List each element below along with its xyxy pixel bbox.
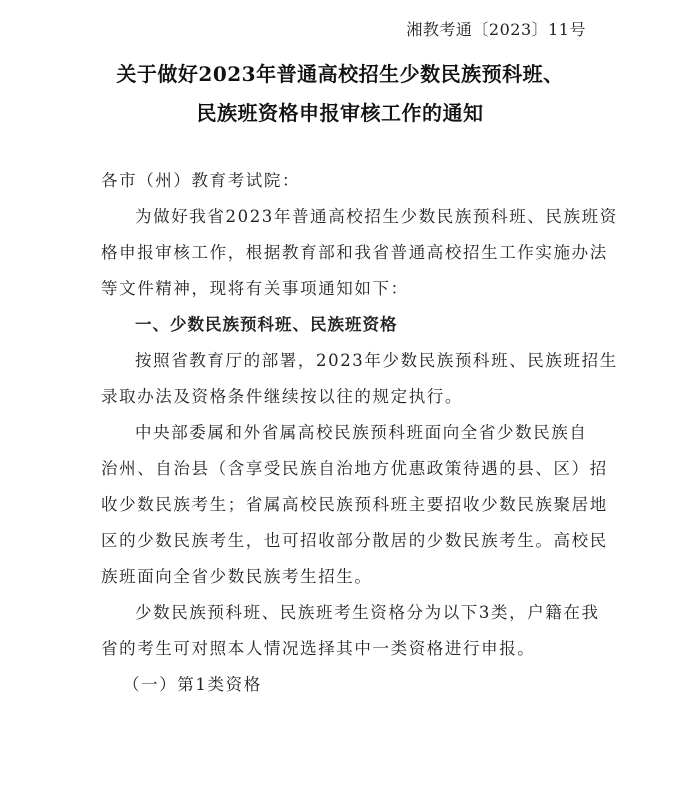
document-title-line-1: 关于做好2023年普通高校招生少数民族预科班、	[116, 62, 564, 86]
paragraph-line: 等文件精神，现将有关事项通知如下：	[101, 279, 409, 298]
paragraph-line: 录取办法及资格条件继续按以往的规定执行。	[101, 387, 463, 406]
paragraph-line: 治州、自治县（含享受民族自治地方优惠政策待遇的县、区）招	[101, 459, 608, 478]
salutation-text: 各市（州）教育考试院：	[101, 171, 301, 190]
paragraph-line: 格申报审核工作，根据教育部和我省普通高校招生工作实施办法	[101, 243, 608, 262]
paragraph-line: 省的考生可对照本人情况选择其中一类资格进行申报。	[101, 639, 536, 658]
paragraph-intro	[101, 199, 618, 307]
paragraph-line: 中央部委属和外省属高校民族预科班面向全省少数民族自	[135, 423, 588, 442]
document-number: 湘教考通〔2023〕11号	[406, 20, 586, 39]
section-heading-1	[101, 307, 587, 343]
paragraph-line: 族班面向全省少数民族考生招生。	[101, 567, 373, 586]
paragraph-p1	[101, 343, 618, 415]
salutation	[101, 163, 587, 199]
paragraph-p3	[101, 595, 600, 667]
document-title-line-2: 民族班资格申报审核工作的通知	[196, 101, 484, 125]
subsection-heading-text: （一）第1类资格	[123, 675, 262, 694]
section-heading-text: 一、少数民族预科班、民族班资格	[135, 315, 398, 334]
paragraph-line: 少数民族预科班、民族班考生资格分为以下3类，户籍在我	[135, 603, 600, 622]
subsection-heading-1	[101, 667, 587, 703]
paragraph-line: 按照省教育厅的部署，2023年少数民族预科班、民族班招生	[135, 351, 618, 370]
paragraph-line: 区的少数民族考生，也可招收部分散居的少数民族考生。高校民	[101, 531, 608, 550]
paragraph-line: 为做好我省2023年普通高校招生少数民族预科班、民族班资	[135, 207, 618, 226]
paragraph-line: 收少数民族考生；省属高校民族预科班主要招收少数民族聚居地	[101, 495, 608, 514]
paragraph-p2	[101, 415, 608, 595]
